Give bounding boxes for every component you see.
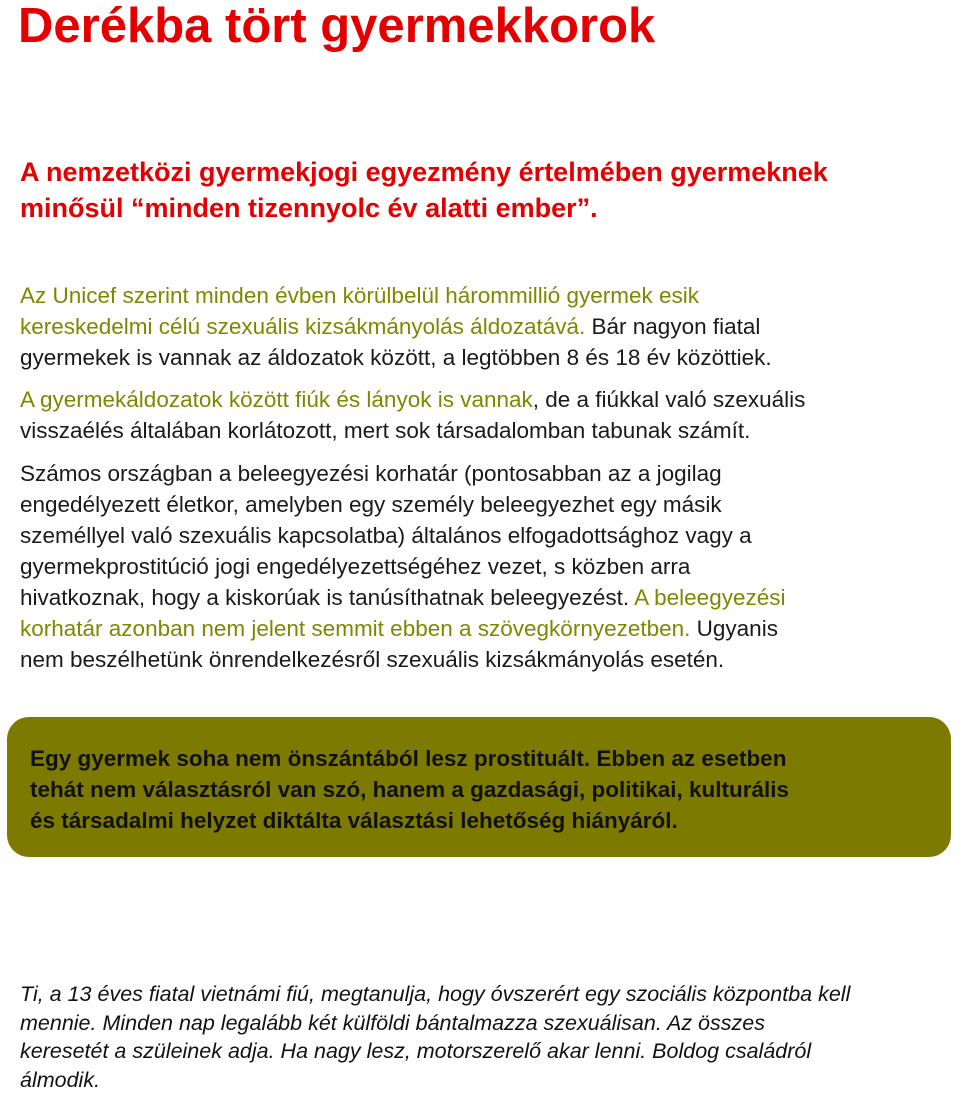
plain-text: Ugyanis (690, 616, 778, 641)
text-line: nem beszélhetünk önrendelkezésről szexuális kizsákmányolás esetén. (20, 644, 955, 675)
paragraph-victims (20, 384, 955, 446)
paragraph-age-of-consent (20, 458, 955, 675)
story-line: Ti, a 13 éves fiatal vietnámi fiú, megtanulja, hogy óvszerért egy szociális központba kell (20, 980, 955, 1009)
story-line: álmodik. (20, 1066, 955, 1094)
highlighted-text: korhatár azonban nem jelent semmit ebben a szövegkörnyezetben. (20, 616, 690, 641)
intro-line: A nemzetközi gyermekjogi egyezmény értelmében gyermeknek (20, 154, 955, 190)
callout-box (7, 717, 951, 857)
text-line: személlyel való szexuális kapcsolatba) általános elfogadottsághoz vagy a (20, 520, 955, 551)
callout-line: Egy gyermek soha nem önszántából lesz prostituált. Ebben az esetben (30, 743, 940, 774)
highlighted-text: A gyermekáldozatok között fiúk és lányok is vannak (20, 387, 533, 412)
text-line: visszaélés általában korlátozott, mert sok társadalomban tabunak számít. (20, 415, 955, 446)
page-title: Derékba tört gyermekkorok (18, 0, 655, 56)
highlighted-text: kereskedelmi célú szexuális kizsákmányolás áldozatává. (20, 314, 585, 339)
text-line: Számos országban a beleegyezési korhatár (pontosabban az a jogilag (20, 458, 955, 489)
text-line: gyermekek is vannak az áldozatok között, a legtöbben 8 és 18 év közöttiek. (20, 342, 955, 373)
text-line: engedélyezett életkor, amelyben egy személy beleegyezhet egy másik (20, 489, 955, 520)
story-line: keresetét a szüleinek adja. Ha nagy lesz, motorszerelő akar lenni. Boldog családról (20, 1037, 955, 1066)
callout-line: tehát nem választásról van szó, hanem a gazdasági, politikai, kulturális (30, 774, 940, 805)
callout-text (30, 743, 940, 836)
plain-text: hivatkoznak, hogy a kiskorúak is tanúsíthatnak beleegyezést. (20, 585, 629, 610)
story-paragraph (20, 980, 955, 1094)
text-line: Az Unicef szerint minden évben körülbelül hárommillió gyermek esik (20, 280, 955, 311)
plain-text: , de a fiúkkal való szexuális (533, 387, 806, 412)
intro-statement (20, 154, 955, 226)
text-line (20, 613, 955, 644)
callout-line: és társadalmi helyzet diktálta választási lehetőség hiányáról. (30, 805, 940, 836)
text-line (20, 384, 955, 415)
highlighted-text: A beleegyezési (629, 585, 785, 610)
plain-text: Bár nagyon fiatal (585, 314, 760, 339)
text-line (20, 582, 955, 613)
text-line (20, 311, 955, 342)
story-line: mennie. Minden nap legalább két külföldi bántalmazza szexuálisan. Az összes (20, 1009, 955, 1038)
intro-line: minősül “minden tizennyolc év alatti ember”. (20, 190, 955, 226)
text-line: gyermekprostitúció jogi engedélyezettségéhez vezet, s közben arra (20, 551, 955, 582)
paragraph-unicef (20, 280, 955, 373)
